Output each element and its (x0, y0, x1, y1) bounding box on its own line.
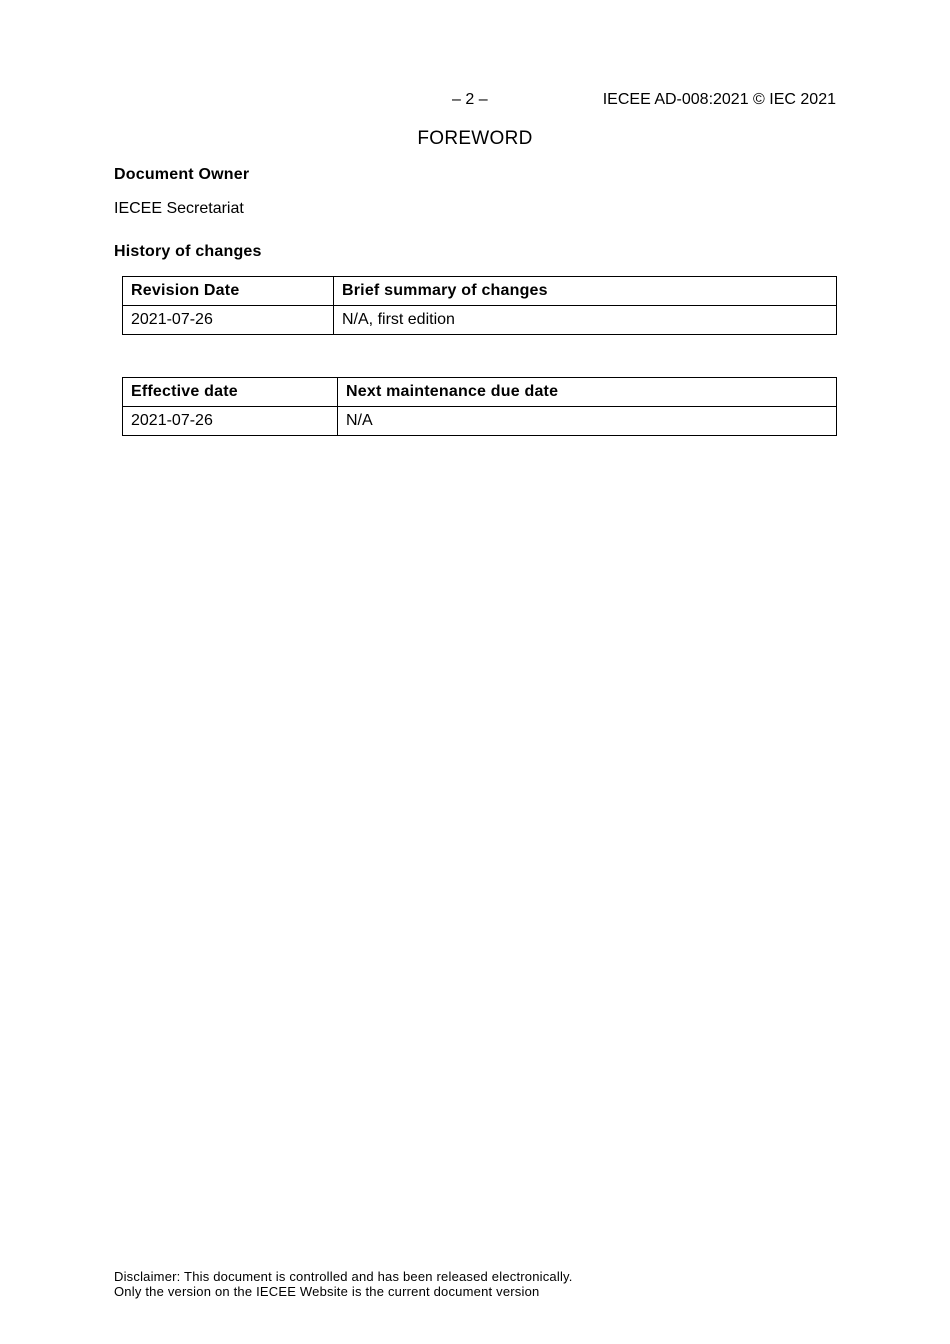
disclaimer-line-1: Disclaimer: This document is controlled and has been released electronically. (114, 1269, 573, 1284)
history-heading: History of changes (114, 243, 262, 260)
table-cell-next-maintenance: N/A (338, 407, 837, 436)
document-owner-value: IECEE Secretariat (114, 200, 244, 217)
dates-table (122, 377, 837, 436)
document-owner-heading: Document Owner (114, 166, 250, 183)
column-header-effective-date: Effective date (123, 378, 338, 407)
disclaimer-line-2: Only the version on the IECEE Website is the current document version (114, 1284, 540, 1299)
document-reference: IECEE AD-008:2021 © IEC 2021 (602, 91, 836, 108)
table-cell-summary: N/A, first edition (334, 306, 837, 335)
table-row (123, 407, 837, 436)
column-header-next-maintenance: Next maintenance due date (338, 378, 837, 407)
column-header-summary: Brief summary of changes (334, 277, 837, 306)
page-title: FOREWORD (417, 128, 533, 149)
history-table (122, 276, 837, 335)
table-header-row (123, 378, 837, 407)
table-row (123, 306, 837, 335)
table-cell-revision-date: 2021-07-26 (123, 306, 334, 335)
disclaimer (114, 1269, 573, 1299)
column-header-revision-date: Revision Date (123, 277, 334, 306)
table-cell-effective-date: 2021-07-26 (123, 407, 338, 436)
table-header-row (123, 277, 837, 306)
page-number: – 2 – (452, 91, 488, 108)
